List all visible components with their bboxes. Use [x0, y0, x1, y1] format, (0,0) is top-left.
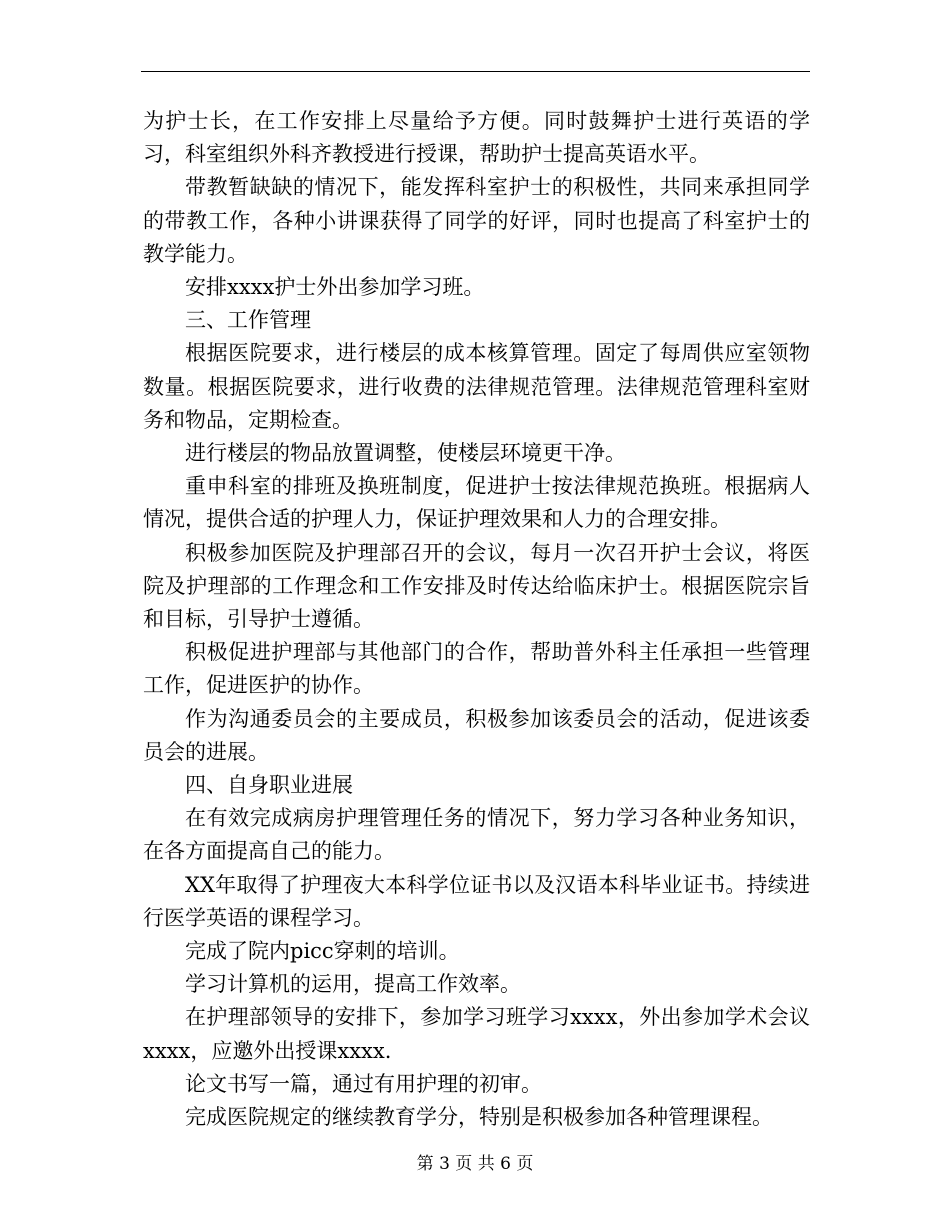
paragraph-15: 学习计算机的运用，提高工作效率。: [185, 972, 521, 997]
document-body: [143, 105, 810, 1134]
paragraph-13: XX年取得了护理夜大本科学位证书以及汉语本科毕业证书。持续进行医学英语的课程学习。: [143, 872, 810, 930]
page-number: 第 3 页 共 6 页: [416, 1154, 534, 1174]
paragraph-5: 根据医院要求，进行楼层的成本核算管理。固定了每周供应室领物数量。根据医院要求，进行收费的法律规范管理。法律规范管理科室财务和物品，定期检查。: [143, 341, 810, 432]
paragraph-12: 在有效完成病房护理管理任务的情况下，努力学习各种业务知识，在各方面提高自己的能力。: [143, 806, 810, 864]
paragraph-9: 积极促进护理部与其他部门的合作，帮助普外科主任承担一些管理工作，促进医护的协作。: [143, 640, 810, 698]
paragraph-1: 为护士长，在工作安排上尽量给予方便。同时鼓舞护士进行英语的学习，科室组织外科齐教授进行授课，帮助护士提高英语水平。: [143, 109, 810, 167]
paragraph-10: 作为沟通委员会的主要成员，积极参加该委员会的活动，促进该委员会的进展。: [143, 706, 810, 764]
paragraph-14: 完成了院内picc穿刺的培训。: [185, 939, 460, 964]
paragraph-16: 在护理部领导的安排下，参加学习班学习xxxx，外出参加学术会议xxxx，应邀外出授课xxxx.: [143, 1005, 810, 1063]
paragraph-6: 进行楼层的物品放置调整，使楼层环境更干净。: [185, 441, 626, 466]
paragraph-8: 积极参加医院及护理部召开的会议，每月一次召开护士会议，将医院及护理部的工作理念和工作安排及时传达给临床护士。根据医院宗旨和目标，引导护士遵循。: [143, 540, 810, 632]
section-heading-4: 四、自身职业进展: [185, 773, 353, 798]
paragraph-3: 安排xxxx护士外出参加学习班。: [185, 275, 485, 300]
paragraph-2: 带教暂缺缺的情况下，能发挥科室护士的积极性，共同来承担同学的带教工作，各种小讲课获得了同学的好评，同时也提高了科室护士的教学能力。: [143, 175, 810, 266]
paragraph-7: 重申科室的排班及换班制度，促进护士按法律规范换班。根据病人情况，提供合适的护理人力，保证护理效果和人力的合理安排。: [143, 474, 810, 532]
paragraph-17: 论文书写一篇，通过有用护理的初审。: [185, 1071, 542, 1096]
paragraph-18: 完成医院规定的继续教育学分，特别是积极参加各种管理课程。: [185, 1105, 773, 1130]
section-heading-3: 三、工作管理: [185, 308, 311, 333]
header-rule: [141, 71, 810, 72]
